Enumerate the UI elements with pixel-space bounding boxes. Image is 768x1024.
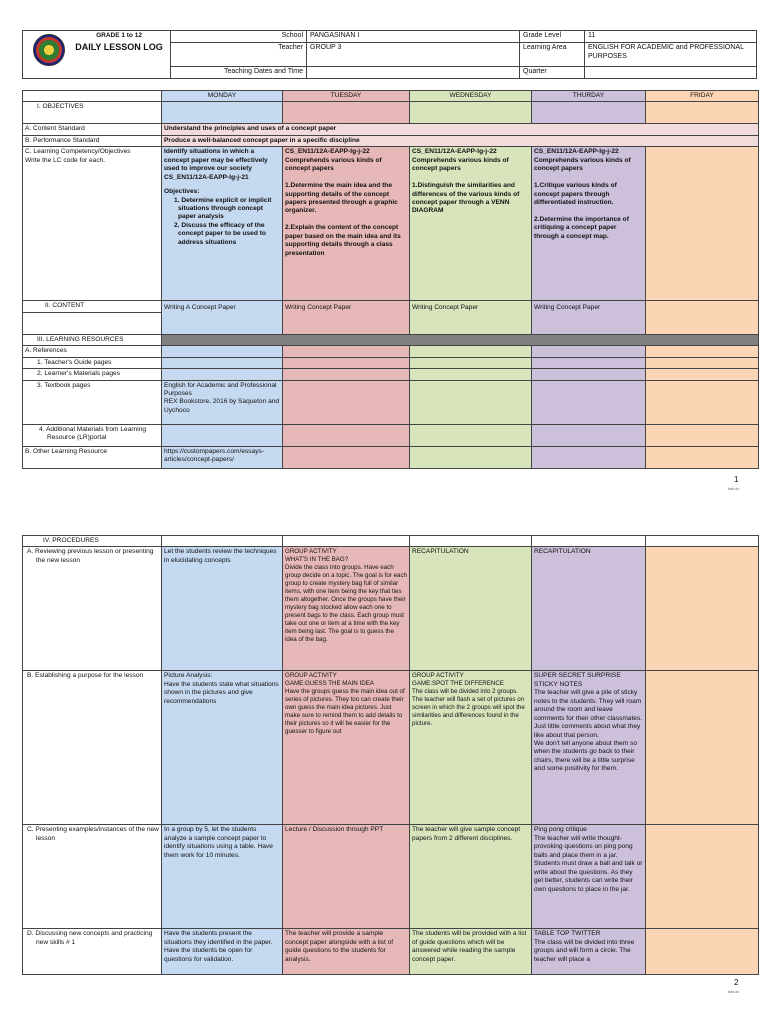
performance-standard: Produce a well-balanced concept paper in a specific discipline	[162, 135, 759, 146]
resources-gray-bar	[162, 334, 759, 345]
quarter-label: Quarter	[520, 66, 585, 78]
resources-heading: III. LEARNING RESOURCES	[23, 334, 162, 345]
content-monday: Writing A Concept Paper	[162, 301, 283, 334]
content-tuesday: Writing Concept Paper	[283, 301, 410, 334]
objective-thursday: CS_EN11/12A-EAPP-Ig-j-22 Comprehends various kinds of concept papers 1.Critique various kinds of concept papers through differentiated instruction. 2.Determine the importance of critiquing a concept paper through a concept map.	[532, 147, 646, 301]
page-number-1: 1	[734, 475, 739, 484]
proc-d-monday: Have the students present the situations they identified in the paper. Have the students be open for questions for validation.	[162, 929, 283, 975]
learning-area-value: ENGLISH FOR ACADEMIC and PROFESSIONAL PURPOSES	[585, 42, 757, 66]
page-tag-2: lsbl.dv	[728, 989, 740, 994]
header-table	[22, 30, 757, 79]
objective-monday	[162, 147, 283, 301]
day-wednesday: WEDNESDAY	[410, 91, 532, 102]
proc-c-label: C. Presenting examples/instances of the new lesson	[23, 825, 162, 929]
day-tuesday: TUESDAY	[283, 91, 410, 102]
teacher-label: Teacher	[171, 42, 307, 66]
proc-a-thursday: RECAPITULATION	[532, 547, 646, 671]
page-tag-1: lsbl.dv	[728, 486, 740, 491]
teacher-value: GROUP 3	[307, 42, 520, 66]
performance-standard-label: B. Performance Standard	[23, 135, 162, 146]
objectives-table	[22, 90, 759, 469]
school-label: School	[171, 31, 307, 43]
doc-title: DAILY LESSON LOG	[75, 41, 163, 52]
additional-materials-label: 4. Additional Materials from Learning Resource (LR)portal	[23, 424, 162, 446]
proc-c-wednesday: The teacher will give sample concept papers from 2 different disciplines.	[410, 825, 532, 929]
content-standard-label: A. Content Standard	[23, 124, 162, 135]
objective-wednesday: CS_EN11/12A-EAPP-Ig-j-22 Comprehends various kinds of concept papers 1.Distinguish the similarities and differences of the various kinds of concept paper through a VENN DIAGRAM	[410, 147, 532, 301]
grade-range: GRADE 1 to 12	[96, 32, 142, 39]
proc-b-wednesday: GROUP ACTIVITY GAME:SPOT THE DIFFERENCE The class will be divided into 2 groups. The teacher will flash a set of pictures on screen in which the 2 groups will spot the similarities and differences found in the picture.	[410, 671, 532, 825]
dates-value	[307, 66, 520, 78]
objective-monday-item-2: 2. Discuss the efficacy of the concept paper to be used to address situations	[174, 221, 266, 246]
proc-c-thursday: Ping pong critique The teacher will write thought-provoking questions on ping pong balls and place them in a jar. Students must draw a ball and talk or write about the questions. As they get better, students can write their own questions to place in the jar.	[532, 825, 646, 929]
proc-b-tuesday: GROUP ACTIVITY GAME:GUESS THE MAIN IDEA Have the groups guess the main idea out of series of pictures. They too can create their own guess the main idea pictures. Just make sure to remind them to add details to their pictures so it will be easier for the guesser to figure out	[283, 671, 410, 825]
objective-tuesday: CS_EN11/12A-EAPP-Ig-j-22 Comprehends various kinds of concept papers 1.Determine the main idea and the supporting details of the concept papers presented through a graphic organizer. 2.Explain the content of the concept paper based on the main idea and its supporting details through a class presentation	[283, 147, 410, 301]
textbook-label: 3. Textbook pages	[23, 380, 162, 424]
quarter-value	[585, 66, 757, 78]
textbook-monday: English for Academic and Professional Purposes REX Bookstore, 2016 by Saqueton and Uychoco	[162, 380, 283, 424]
content-heading: II. CONTENT	[23, 301, 162, 312]
learning-area-label: Learning Area	[520, 42, 585, 66]
lm-pages-label: 2. Learner's Materials pages	[23, 369, 162, 380]
proc-b-monday: Picture Analysis: Have the students state what situations shown in the pictures and give recommendations	[162, 671, 283, 825]
dates-label: Teaching Dates and Time	[171, 66, 307, 78]
proc-a-tuesday: GROUP ACTIVITY WHAT'S IN THE BAG? Divide the class into groups. Have each group decide on a topic. The goal is for each group to create mystery bag full of similar items, with one item being the key that ties them altogether. Once the groups have their mystery bag stocked allow each one to present bags to the class. Each group must take out one or item at a time with the key item being last. The goal is to guess the idea of the bag.	[283, 547, 410, 671]
content-standard: Understand the principles and uses of a concept paper	[162, 124, 759, 135]
proc-c-tuesday: Lecture / Discussion through PPT	[283, 825, 410, 929]
school-value: PANGASINAN I	[307, 31, 520, 43]
proc-d-wednesday: The students will be provided with a list of guide questions which will be answered while reading the sample concept paper.	[410, 929, 532, 975]
proc-c-monday: In a group by 5, let the students analyze a sample concept paper to identify situations using a table. Have them work for 10 minutes.	[162, 825, 283, 929]
day-monday: MONDAY	[162, 91, 283, 102]
objective-friday	[646, 147, 759, 301]
content-wednesday: Writing Concept Paper	[410, 301, 532, 334]
proc-d-tuesday: The teacher will provide a sample concept paper alongside with a list of guide questions to the students for analysis.	[283, 929, 410, 975]
tg-pages-label: 1. Teacher's Guide pages	[23, 357, 162, 368]
objective-monday-item-1: 1. Determine explicit or implicit situations through concept paper analysis	[174, 196, 272, 221]
objective-monday-heading: Objectives:	[164, 188, 200, 196]
objective-monday-text: Identify situations in which a concept paper may be effectively used to improve our society CS_EN11/12A-EAPP-Ig-j-21	[164, 148, 268, 181]
proc-d-label: D. Discussing new concepts and practicing new skills # 1	[23, 929, 162, 975]
competency-label: C. Learning Competency/Objectives Write the LC code for each.	[23, 147, 162, 301]
content-thursday: Writing Concept Paper	[532, 301, 646, 334]
grade-level-value: 11	[585, 31, 757, 43]
proc-b-label: B. Establishing a purpose for the lesson	[23, 671, 162, 825]
proc-a-monday: Let the students review the techniques in elucidating concepts	[162, 547, 283, 671]
proc-a-wednesday: RECAPITULATION	[410, 547, 532, 671]
procedures-table	[22, 535, 759, 975]
proc-d-thursday: TABLE TOP TWITTER The class will be divided into three groups and will form a circle. The teacher will place a	[532, 929, 646, 975]
page-number-2: 2	[734, 978, 739, 987]
header-title-block	[23, 31, 171, 79]
objectives-heading: I. OBJECTIVES	[23, 102, 162, 124]
proc-b-thursday: SUPER SECRET SURPRISE STICKY NOTES The teacher will give a pile of sticky notes to the students. They will roam around the room and leave comments for their other classmates. Just little comments about what they like about that person. We don't tell anyone about them so when the students go back to their chairs, there will be a little surprise and some positivity for them.	[532, 671, 646, 825]
references-label: A. References	[23, 346, 162, 357]
day-thursday: THURDAY	[532, 91, 646, 102]
day-friday: FRIDAY	[646, 91, 759, 102]
grade-level-label: Grade Level	[520, 31, 585, 43]
other-resource-label: B. Other Learning Resource	[23, 446, 162, 468]
other-resource-link[interactable]: https://custompapers.com/essays-articles/concept-papers/	[162, 446, 283, 468]
proc-a-label: A. Reviewing previous lesson or presenting the new lesson	[23, 547, 162, 671]
procedures-heading: IV. PROCEDURES	[23, 536, 162, 547]
